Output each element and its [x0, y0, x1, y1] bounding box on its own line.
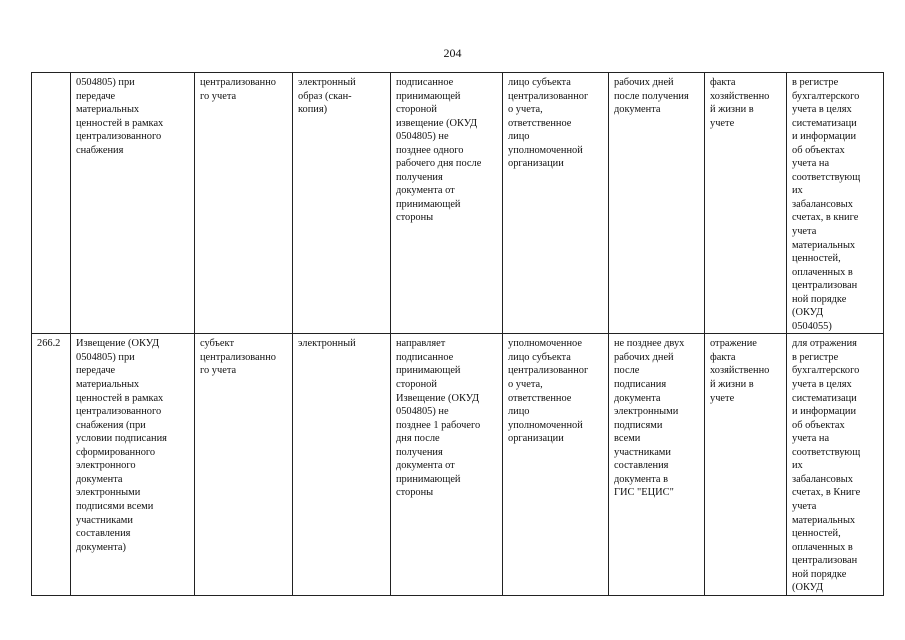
table-row — [32, 334, 884, 595]
cell-row-number — [32, 73, 71, 334]
cell-purpose: факта хозяйственно й жизни в учете — [705, 73, 787, 334]
cell-document-name: Извещение (ОКУД 0504805) при передаче материальных ценностей в рамках централизованного снабжения (при условии подписания сформированного электронного документа электронными подписями всеми участниками составления документа) — [71, 334, 195, 595]
cell-transfer-deadline: не позднее двух рабочих дней после подписания документа электронными подписями всеми участниками составления документа в ГИС "ЕЦИС" — [609, 334, 705, 595]
page-number: 204 — [443, 46, 462, 60]
cell-transfer-deadline: рабочих дней после получения документа — [609, 73, 705, 334]
cell-document-form: электронный образ (скан- копия) — [293, 73, 391, 334]
cell-purpose: отражение факта хозяйственно й жизни в учете — [705, 334, 787, 595]
cell-document-name: 0504805) при передаче материальных ценностей в рамках централизованного снабжения — [71, 73, 195, 334]
cell-register: в регистре бухгалтерского учета в целях систематизаци и информации об объектах учета на соответствующ их забалансовых счетах, в книге учета материальных ценностей, оплаченных в централизован ной порядке (ОКУД 0504055) — [787, 73, 884, 334]
document-table — [31, 72, 884, 596]
cell-document-form: электронный — [293, 334, 391, 595]
cell-action-deadline: подписанное принимающей стороной извещение (ОКУД 0504805) не позднее одного рабочего дня после получения документа от принимающей стороны — [391, 73, 503, 334]
table-row — [32, 73, 884, 334]
cell-responsible-party: субъект централизованно го учета — [195, 334, 293, 595]
cell-register: для отражения в регистре бухгалтерского учета в целях систематизаци и информации об объектах учета на соответствующ их забалансовых счетах, в Книге учета материальных ценностей, оплаченных в централизован ной порядке (ОКУД — [787, 334, 884, 595]
cell-responsible-person: уполномоченное лицо субъекта централизованног о учета, ответственное лицо уполномоченной организации — [503, 334, 609, 595]
cell-row-number: 266.2 — [32, 334, 71, 595]
cell-responsible-person: лицо субъекта централизованног о учета, ответственное лицо уполномоченной организации — [503, 73, 609, 334]
cell-action-deadline: направляет подписанное принимающей стороной Извещение (ОКУД 0504805) не позднее 1 рабочего дня после получения документа от принимающей стороны — [391, 334, 503, 595]
cell-responsible-party: централизованно го учета — [195, 73, 293, 334]
